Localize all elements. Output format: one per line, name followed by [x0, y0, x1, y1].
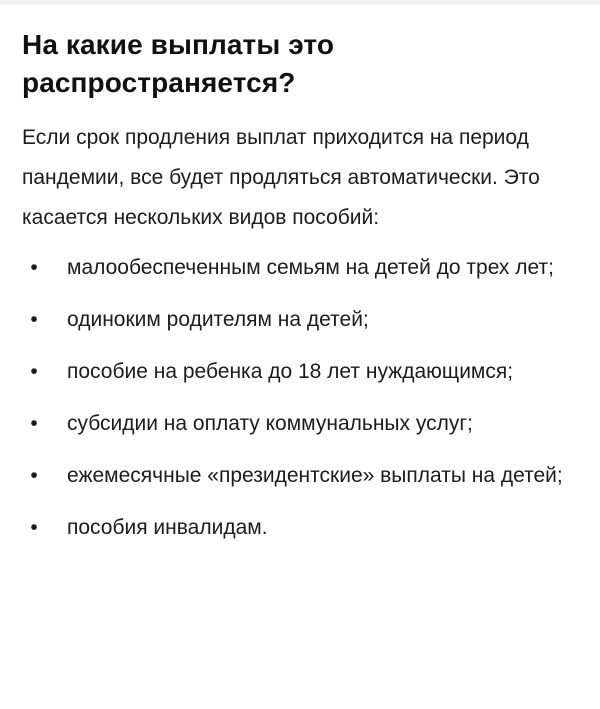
- list-item: [22, 508, 582, 548]
- list-item: [22, 248, 582, 288]
- bullet-icon: •: [30, 516, 38, 539]
- list-item: [22, 300, 582, 340]
- bullet-icon: •: [30, 464, 38, 487]
- list-item-text: пособие на ребенка до 18 лет нуждающимся;: [67, 360, 514, 383]
- bullet-icon: •: [30, 256, 38, 279]
- list-item: [22, 404, 582, 444]
- intro-paragraph: Если срок продления выплат приходится на период пандемии, все будет продляться автоматически. Это касается нескольких видов пособий:: [22, 126, 540, 229]
- list-item: [22, 352, 582, 392]
- bullet-icon: •: [30, 412, 38, 435]
- bullet-icon: •: [30, 360, 38, 383]
- bullet-icon: •: [30, 308, 38, 331]
- list-item: [22, 456, 582, 496]
- list-item-text: одиноким родителям на детей;: [67, 308, 369, 331]
- list-item-text: малообеспеченным семьям на детей до трех лет;: [67, 256, 554, 279]
- top-divider: [0, 0, 600, 5]
- list-item-text: ежемесячные «президентские» выплаты на детей;: [67, 464, 563, 487]
- list-item-text: пособия инвалидам.: [67, 516, 268, 539]
- list-item-text: субсидии на оплату коммунальных услуг;: [67, 412, 473, 435]
- article-section: [22, 26, 582, 560]
- benefits-list: [22, 248, 582, 548]
- section-heading: На какие выплаты это распространяется?: [22, 29, 335, 98]
